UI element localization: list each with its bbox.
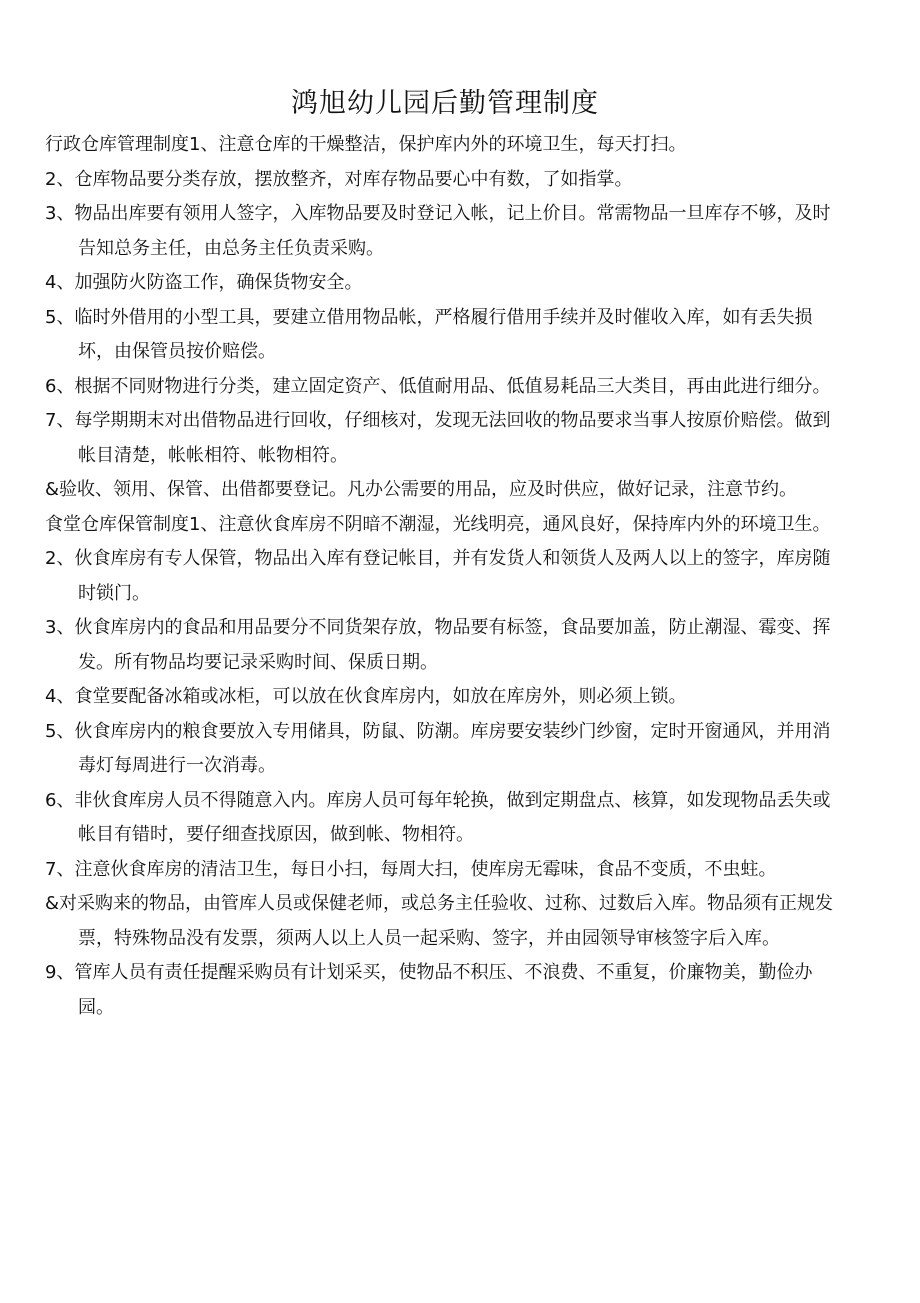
paragraph-canteen-warehouse-4: 4、食堂要配备冰箱或冰柜，可以放在伙食库房内，如放在库房外，则必须上锁。 xyxy=(45,686,687,707)
paragraph-canteen-warehouse-8: &对采购来的物品，由管库人员或保健老师，或总务主任验收、过称、过数后入库。物品须有正规发票，特殊物品没有发票，须两人以上人员一起采购、签字，并由园领导审核签字后入库。 xyxy=(45,893,834,949)
document-body xyxy=(45,128,845,1025)
paragraph-admin-warehouse-8: &验收、领用、保管、出借都要登记。凡办公需要的用品，应及时供应，做好记录，注意节约。 xyxy=(45,479,798,500)
paragraph-admin-warehouse-1: 行政仓库管理制度1、注意仓库的干燥整洁，保护库内外的环境卫生，每天打扫。 xyxy=(45,134,687,155)
paragraph-admin-warehouse-4: 4、加强防火防盗工作，确保货物安全。 xyxy=(45,272,363,293)
paragraph-admin-warehouse-5: 5、临时外借用的小型工具，要建立借用物品帐，严格履行借用手续并及时催收入库，如有丢失损坏，由保管员按价赔偿。 xyxy=(45,306,813,362)
paragraph-canteen-warehouse-2: 2、伙食库房有专人保管，物品出入库有登记帐目，并有发货人和领货人及两人以上的签字，库房随时锁门。 xyxy=(45,548,831,604)
paragraph-canteen-warehouse-7: 7、注意伙食库房的清洁卫生，每日小扫，每周大扫，使库房无霉味，食品不变质，不虫蛀。 xyxy=(45,858,777,880)
paragraph-canteen-warehouse-9: 9、管库人员有责任提醒采购员有计划采买，使物品不积压、不浪费、不重复，价廉物美，勤俭办园。 xyxy=(45,962,813,1018)
paragraph-admin-warehouse-2: 2、仓库物品要分类存放，摆放整齐，对库存物品要心中有数，了如指掌。 xyxy=(45,168,633,190)
document-title: 鸿旭幼儿园后勤管理制度 xyxy=(291,88,599,119)
paragraph-canteen-warehouse-5: 5、伙食库房内的粮食要放入专用储具，防鼠、防潮。库房要安装纱门纱窗，定时开窗通风，并用消毒灯每周进行一次消毒。 xyxy=(45,720,831,776)
paragraph-canteen-warehouse-3: 3、伙食库房内的食品和用品要分不同货架存放，物品要有标签，食品要加盖，防止潮湿、霉变、挥发。所有物品均要记录采购时间、保质日期。 xyxy=(45,617,831,673)
paragraph-admin-warehouse-6: 6、根据不同财物进行分类，建立固定资产、低值耐用品、低值易耗品三大类目，再由此进行细分。 xyxy=(45,375,831,397)
paragraph-admin-warehouse-3: 3、物品出库要有领用人签字，入库物品要及时登记入帐，记上价目。常需物品一旦库存不够，及时告知总务主任，由总务主任负责采购。 xyxy=(45,203,831,259)
paragraph-admin-warehouse-7: 7、每学期期末对出借物品进行回收，仔细核对，发现无法回收的物品要求当事人按原价赔偿。做到帐目清楚，帐帐相符、帐物相符。 xyxy=(45,410,831,466)
paragraph-canteen-warehouse-6: 6、非伙食库房人员不得随意入内。库房人员可每年轮换，做到定期盘点、核算，如发现物品丢失或帐目有错时，要仔细查找原因，做到帐、物相符。 xyxy=(45,789,831,845)
paragraph-canteen-warehouse-1: 食堂仓库保管制度1、注意伙食库房不阴暗不潮湿，光线明亮，通风良好，保持库内外的环境卫生。 xyxy=(45,513,831,535)
